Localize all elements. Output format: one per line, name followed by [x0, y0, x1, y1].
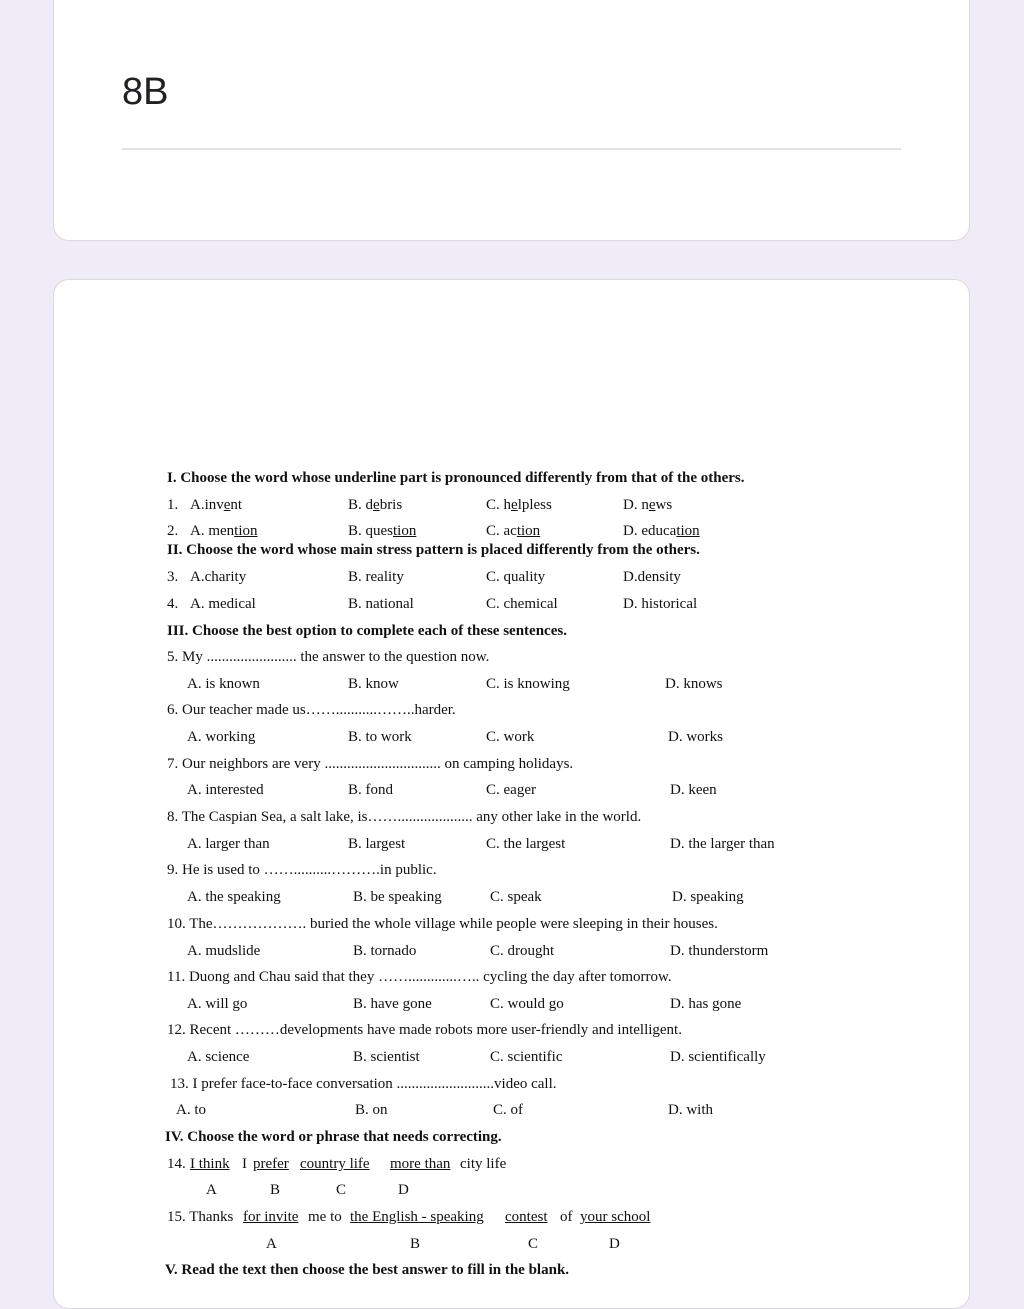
option-d: D. news [623, 497, 673, 513]
option-b: B. reality [348, 569, 404, 585]
letter-d: D [398, 1182, 409, 1198]
option-a: A. mention [190, 523, 258, 539]
letter-c: C [336, 1182, 347, 1198]
letter-d: D [609, 1236, 620, 1252]
question-text: 10. The………………. buried the whole village while people were sleeping in their houses. [167, 916, 718, 932]
sentence-text: I [242, 1156, 247, 1172]
option-a: A. science [187, 1049, 250, 1065]
option-c: C. is knowing [486, 676, 570, 692]
option-d: D. keen [670, 782, 717, 798]
option-b: B. on [355, 1102, 388, 1118]
letter-a: A [206, 1182, 217, 1198]
error-part-d: more than [390, 1156, 451, 1172]
option-c: C. scientific [490, 1049, 563, 1065]
option-a: A. working [187, 729, 256, 745]
option-a: A. interested [187, 782, 264, 798]
option-b: B. know [348, 676, 399, 692]
error-part-a: I think [190, 1156, 230, 1172]
question-text: 9. He is used to ……..........……….in public. [167, 862, 437, 878]
option-b: B. to work [348, 729, 412, 745]
option-c: C. the largest [486, 836, 566, 852]
letter-a: A [266, 1236, 277, 1252]
option-c: C. eager [486, 782, 536, 798]
option-c: C. would go [490, 996, 564, 1012]
section-heading-2: II. Choose the word whose main stress pattern is placed differently from the others. [167, 542, 700, 558]
option-d: D. speaking [672, 889, 744, 905]
option-d: D. thunderstorm [670, 943, 769, 959]
option-d: D. with [668, 1102, 713, 1118]
letter-c: C [528, 1236, 539, 1252]
option-d: D. scientifically [670, 1049, 766, 1065]
section-heading-5: V. Read the text then choose the best answer to fill in the blank. [165, 1262, 570, 1278]
option-b: B. debris [348, 497, 403, 513]
option-b: B. tornado [353, 943, 417, 959]
option-a: A.invent [190, 497, 243, 513]
error-part-b: the English - speaking [350, 1209, 484, 1225]
option-a: A. medical [190, 596, 256, 612]
option-c: C. of [493, 1102, 523, 1118]
title-divider [122, 148, 901, 150]
option-c: C. action [486, 523, 541, 539]
option-d: D.density [623, 569, 681, 585]
sentence-text: city life [460, 1156, 507, 1172]
option-b: B. fond [348, 782, 393, 798]
section-heading-4: IV. Choose the word or phrase that needs correcting. [165, 1129, 502, 1145]
option-d: D. the larger than [670, 836, 775, 852]
option-b: B. scientist [353, 1049, 420, 1065]
error-part-c: contest [505, 1209, 548, 1225]
question-number: 4. [167, 596, 179, 612]
option-a: A. larger than [187, 836, 270, 852]
option-c: C. drought [490, 943, 555, 959]
question-number: 3. [167, 569, 179, 585]
option-d: D. education [623, 523, 700, 539]
option-a: A. the speaking [187, 889, 281, 905]
question-text: 6. Our teacher made us……...........……..harder. [167, 702, 456, 718]
section-heading-1: I. Choose the word whose underline part is pronounced differently from that of the others. [167, 470, 745, 486]
option-a: A. is known [187, 676, 260, 692]
option-d: D. historical [623, 596, 698, 612]
option-a: A. will go [187, 996, 248, 1012]
question-number: 2. [167, 523, 179, 539]
sentence-text: of [560, 1209, 573, 1225]
option-d: D. knows [665, 676, 723, 692]
question-text: 12. Recent ………developments have made robots more user-friendly and intelligent. [167, 1022, 682, 1038]
form-title: 8B [122, 71, 169, 113]
error-part-a: for invite [243, 1209, 299, 1225]
form-header-card [53, 0, 970, 241]
option-c: C. helpless [486, 497, 552, 513]
option-c: C. chemical [486, 596, 558, 612]
sentence-text: me to [308, 1209, 342, 1225]
error-part-c: country life [300, 1156, 370, 1172]
option-c: C. speak [490, 889, 542, 905]
option-b: B. question [348, 523, 417, 539]
question-text: 7. Our neighbors are very ............................... on camping holidays. [167, 756, 574, 772]
question-text: 11. Duong and Chau said that they …….............….. cycling the day after tomorrow. [167, 969, 672, 985]
letter-b: B [410, 1236, 421, 1252]
section-heading-3: III. Choose the best option to complete each of these sentences. [167, 623, 567, 639]
option-d: D. works [668, 729, 723, 745]
option-a: A. mudslide [187, 943, 261, 959]
option-c: C. quality [486, 569, 546, 585]
option-c: C. work [486, 729, 535, 745]
option-b: B. largest [348, 836, 406, 852]
option-d: D. has gone [670, 996, 742, 1012]
letter-b: B [270, 1182, 281, 1198]
option-b: B. national [348, 596, 414, 612]
error-part-b: prefer [253, 1156, 289, 1172]
question-text: 8. The Caspian Sea, a salt lake, is…….................... any other lake in the world. [167, 809, 642, 825]
option-a: A.charity [190, 569, 247, 585]
question-number: 1. [167, 497, 179, 513]
question-text: 13. I prefer face-to-face conversation ..........................video call. [170, 1076, 557, 1092]
option-a: A. to [176, 1102, 206, 1118]
option-b: B. be speaking [353, 889, 442, 905]
question-number: 14. [167, 1156, 186, 1172]
option-b: B. have gone [353, 996, 432, 1012]
error-part-d: your school [580, 1209, 651, 1225]
question-text: 15. Thanks [167, 1209, 234, 1225]
question-text: 5. My ........................ the answer to the question now. [167, 649, 490, 665]
